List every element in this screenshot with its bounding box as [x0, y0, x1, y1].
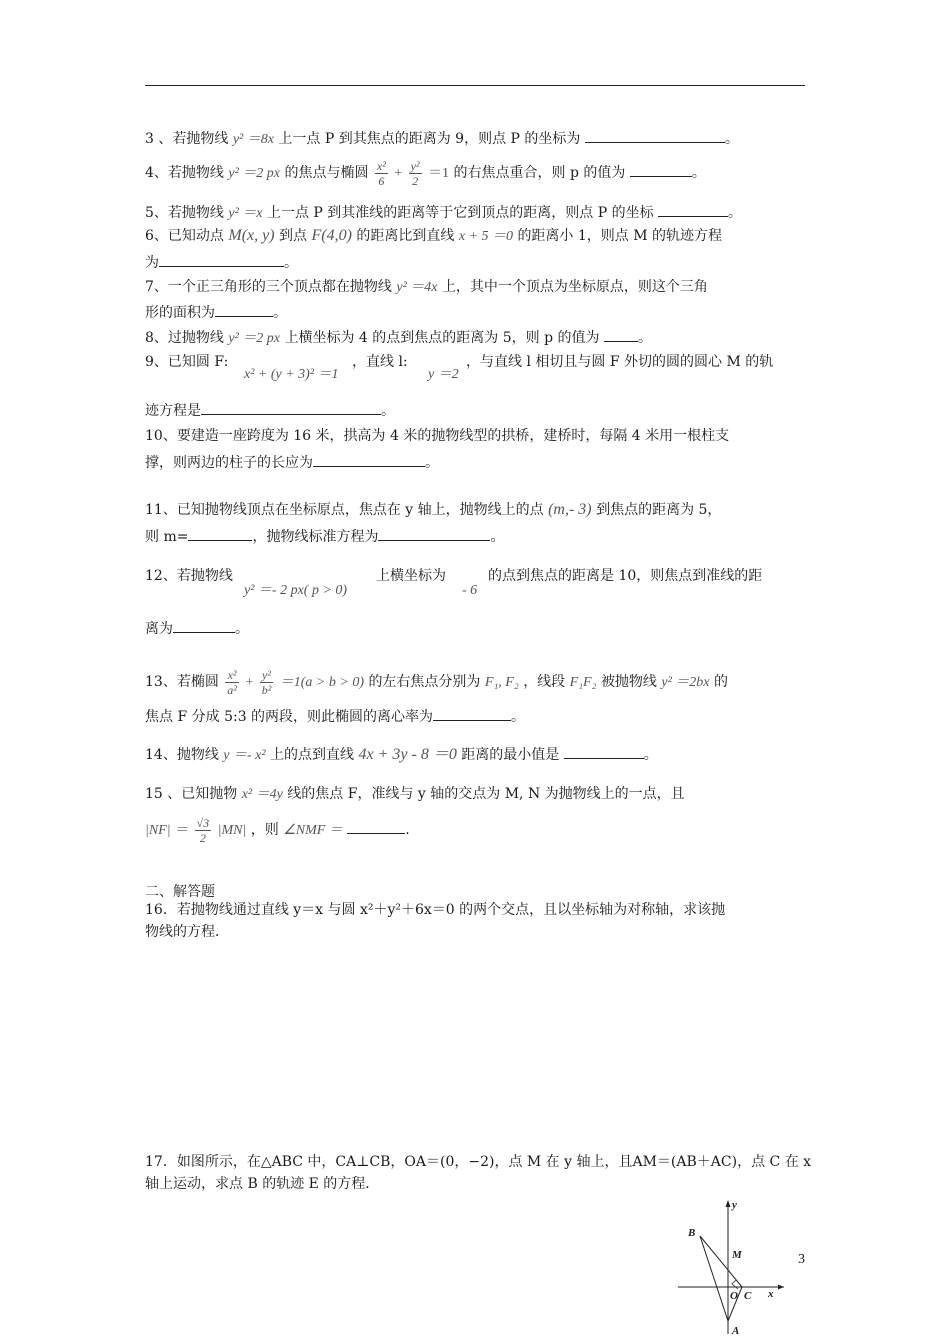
label-A: A [732, 1325, 740, 1336]
q12-text-e: 。 [235, 621, 249, 637]
q7-equation: y² ＝4x [396, 280, 438, 295]
header-rule [145, 85, 805, 86]
q14-equation: y ＝- x² [223, 748, 266, 763]
q9-equation-1: x² + (y + 3)² ＝1 [244, 367, 339, 382]
q11-text-a: 11、已知抛物线顶点在坐标原点，焦点在 y 轴上，抛物线上的点 [145, 502, 544, 518]
question-15-line1 [145, 784, 685, 805]
q10-text-c: 。 [425, 455, 439, 471]
q8-text-b: 上横坐标为 4 的点到焦点的距离为 5，则 p 的值为 [284, 330, 600, 346]
q15-equation-2a: |NF| ＝ [145, 823, 189, 838]
question-10-line2 [145, 452, 439, 473]
q7-text-b: 上，其中一个顶点为坐标原点，则这个三角 [441, 279, 708, 295]
q3-equation: y² ＝8x [232, 132, 274, 147]
question-16-line1 [145, 900, 725, 920]
q5-text-b: 上一点 P 到其准线的距离等于它到顶点的距离，则点 P 的坐标 [266, 205, 654, 221]
q12-text-b: 上横坐标为 [376, 568, 446, 584]
label-y: y [732, 1199, 737, 1211]
label-O: O [730, 1290, 738, 1302]
q17-text-a: 17．如图所示，在△ABC 中，CA⊥CB，OA＝(0，−2)，点 M 在 y 轴上，且AM＝(AB＋AC)，点 C 在 x [145, 1154, 812, 1170]
q12-answer-blank[interactable] [173, 618, 235, 633]
q7-text-c: 形的面积为 [145, 305, 215, 321]
question-4 [145, 156, 706, 191]
q13-plus: + [245, 675, 254, 690]
q13-equation-2: F₁, F₂ [484, 675, 519, 690]
q13-text-f: 焦点 F 分成 5:3 的两段，则此椭圆的离心率为 [145, 709, 434, 725]
label-x: x [768, 1288, 774, 1300]
q6-text-e: 为 [145, 255, 159, 271]
q13-equation-3: F₁F₂ [569, 675, 597, 690]
q11-text-e: 。 [490, 529, 505, 545]
q9-text-a: 9、已知圆 F: [145, 354, 229, 370]
q9-text-d: 迹方程是 [145, 403, 201, 419]
q14-text-a: 14、抛物线 [145, 747, 219, 763]
q9-equation-2: y ＝2 [428, 367, 459, 382]
q11-text-b: 到焦点的距离为 5， [596, 502, 722, 518]
question-7-line2 [145, 302, 287, 323]
page-number: 3 [798, 1252, 805, 1267]
q13-frac1-den: a² [227, 682, 237, 697]
q8-equation: y² ＝2 px [228, 331, 280, 346]
q15-text-d: . [405, 822, 410, 838]
q17-text-b: 轴上运动，求点 B 的轨迹 E 的方程． [145, 1176, 380, 1192]
q14-equation-2: 4x + 3y - 8 ＝0 [358, 746, 457, 763]
question-17-line1 [145, 1152, 811, 1172]
q6-text-a: 6、已知动点 [145, 228, 224, 244]
q15-text-a: 15 、已知抛物 [145, 786, 238, 802]
question-10-line1 [145, 426, 729, 446]
q4-fraction-1 [375, 159, 388, 188]
q5-text-a: 5、若抛物线 [145, 205, 224, 221]
question-9-line2 [145, 400, 395, 421]
q11-m-answer-blank[interactable] [188, 526, 252, 541]
q11-text-d: ，抛物线标准方程为 [252, 529, 379, 545]
side-BC [700, 1236, 742, 1287]
q4-frac2-den: 2 [412, 173, 419, 188]
q6-text-b: 到点 [279, 228, 308, 244]
q4-plus: + [394, 166, 403, 181]
q13-text-e: 的 [713, 674, 728, 690]
q5-text-c: 。 [728, 205, 743, 221]
q6-equation-3: x + 5 ＝0 [458, 229, 513, 244]
q13-text-d: 被抛物线 [600, 674, 657, 690]
y-axis-arrow-icon [726, 1200, 731, 1207]
q12-equation-2: - 6 [462, 583, 478, 598]
q8-text-c: 。 [637, 330, 652, 346]
q6-answer-blank[interactable] [159, 252, 284, 267]
q4-text-c: 的右焦点重合，则 p 的值为 [453, 165, 626, 181]
q3-answer-blank[interactable] [585, 128, 725, 143]
q4-frac2-num: y² [410, 158, 420, 173]
q3-text-c: 。 [724, 131, 739, 147]
q11-equation: (m,- 3) [548, 501, 592, 518]
question-17-line2 [145, 1174, 379, 1194]
q7-text-d: 。 [273, 305, 287, 321]
q9-text-e: 。 [381, 403, 395, 419]
q13-text-a: 13、若椭圆 [145, 674, 219, 690]
question-12-eq [244, 580, 347, 601]
q7-text-a: 7、一个正三角形的三个顶点都在抛物线 [145, 279, 392, 295]
q7-answer-blank[interactable] [215, 302, 273, 317]
q12-text-d: 离为 [145, 621, 173, 637]
q10-answer-blank[interactable] [313, 452, 425, 467]
question-9-line1b [352, 352, 408, 372]
q3-text-b: 上一点 P 到其焦点的距离为 9，则点 P 的坐标为 [278, 131, 581, 147]
q13-text-c: ，线段 [523, 674, 566, 690]
q13-frac1-num: x² [225, 668, 239, 683]
q10-text-b: 撑，则两边的柱子的长应为 [145, 455, 313, 471]
question-6-line1 [145, 226, 722, 247]
label-B: B [688, 1227, 696, 1239]
q8-text-a: 8、过抛物线 [145, 330, 224, 346]
q4-fraction-2 [409, 159, 422, 188]
label-C: C [744, 1290, 752, 1302]
question-12-eq2 [462, 580, 477, 601]
side-BA [700, 1236, 728, 1321]
q11-equation-answer-blank[interactable] [378, 526, 490, 541]
question-9-eq2 [428, 364, 459, 385]
x-axis-arrow-icon [778, 1285, 784, 1290]
q9-answer-blank[interactable] [201, 400, 381, 415]
q11-text-c: 则 m= [145, 529, 189, 545]
q16-text-b: 物线的方程． [145, 924, 229, 940]
q13-text-g: 。 [511, 709, 526, 725]
question-12-line1c [488, 566, 762, 586]
q12-equation: y² ＝- 2 px( p > 0) [244, 583, 348, 598]
question-9-line1 [145, 352, 228, 372]
question-12-line1b [376, 566, 446, 586]
q8-answer-blank[interactable] [604, 327, 638, 342]
q6-text-c: 的距离比到直线 [356, 228, 455, 244]
q13-answer-blank[interactable] [433, 706, 511, 721]
q6-equation-1: M(x, y) [228, 227, 275, 244]
q5-answer-blank[interactable] [658, 202, 728, 217]
q14-text-d: 。 [643, 747, 658, 763]
q13-equation: ＝1(a > b > 0) [279, 675, 364, 690]
q13-fraction-1 [225, 668, 239, 697]
q14-answer-blank[interactable] [564, 744, 644, 759]
q15-frac-den: 2 [199, 830, 206, 845]
q14-text-b: 上的点到直线 [270, 747, 355, 763]
q15-equation-2b: |MN| [217, 823, 247, 838]
q16-text-a: 16．若抛物线通过直线 y＝x 与圆 x²＋y²＋6x＝0 的两个交点，且以坐标轴为对称轴，求该抛 [145, 902, 726, 918]
q4-text-d: 。 [691, 165, 706, 181]
q14-text-c: 距离的最小值是 [461, 747, 560, 763]
q3-text-a: 3 、若抛物线 [145, 131, 229, 147]
question-15-line2 [145, 812, 410, 849]
q13-fraction-2 [260, 668, 274, 697]
question-11-line2 [145, 526, 504, 547]
question-9-eq1 [244, 364, 339, 385]
question-5 [145, 202, 742, 224]
q15-answer-blank[interactable] [347, 819, 405, 834]
q4-text-b: 的焦点与椭圆 [284, 165, 369, 181]
q15-text-c: ，则 [250, 822, 279, 838]
q5-equation: y² ＝x [228, 206, 263, 221]
question-16-line2 [145, 922, 229, 942]
question-13-line2 [145, 706, 525, 727]
q13-frac2-num: y² [260, 668, 274, 683]
question-12-line1a [145, 566, 233, 586]
q4-frac1-num: x² [376, 158, 386, 173]
question-12-line2 [145, 618, 249, 639]
q15-text-b: 线的焦点 F，准线与 y 轴的交点为 M, N 为抛物线上的一点，且 [287, 786, 685, 802]
q4-text-a: 4、若抛物线 [145, 165, 224, 181]
q9-text-b: ，直线 l: [352, 354, 408, 370]
q4-equation: y² ＝2 px [228, 166, 280, 181]
question-6-line2 [145, 252, 298, 273]
question-14 [145, 744, 658, 766]
q13-equation-4: y² ＝2bx [661, 675, 710, 690]
q13-text-b: 的左右焦点分别为 [368, 674, 481, 690]
q15-equation-3: ∠NMF ＝ [283, 823, 343, 838]
q10-text-a: 10、要建造一座跨度为 16 米，拱高为 4 米的抛物线型的拱桥，建桥时，每隔 4 米用一根柱支 [145, 428, 730, 444]
question-7-line1 [145, 277, 708, 298]
q15-fraction [195, 816, 212, 845]
q15-equation: x² ＝4y [241, 787, 283, 802]
q6-text-d: 的距离小 1，则点 M 的轨迹方程 [517, 228, 723, 244]
label-M: M [732, 1249, 742, 1261]
q4-equals: ＝1 [428, 166, 450, 181]
q12-text-a: 12、若抛物线 [145, 568, 233, 584]
question-11-line1 [145, 500, 721, 520]
q6-equation-2: F(4,0) [311, 227, 352, 244]
q4-answer-blank[interactable] [630, 162, 692, 177]
q4-frac1-den: 6 [378, 173, 385, 188]
section-heading: 二、解答题 [145, 884, 215, 900]
q13-frac2-den: b² [261, 682, 272, 697]
q15-frac-num: √3 [196, 815, 210, 830]
triangle-figure [672, 1196, 790, 1336]
question-9-line1c [466, 352, 773, 372]
q6-text-f: 。 [284, 255, 298, 271]
q9-text-c: ，与直线 l 相切且与圆 F 外切的圆的圆心 M 的轨 [466, 354, 774, 370]
q12-text-c: 的点到焦点的距离是 10，则焦点到准线的距 [488, 568, 763, 584]
question-8 [145, 327, 652, 349]
question-13-line1 [145, 664, 728, 701]
question-3 [145, 128, 739, 150]
